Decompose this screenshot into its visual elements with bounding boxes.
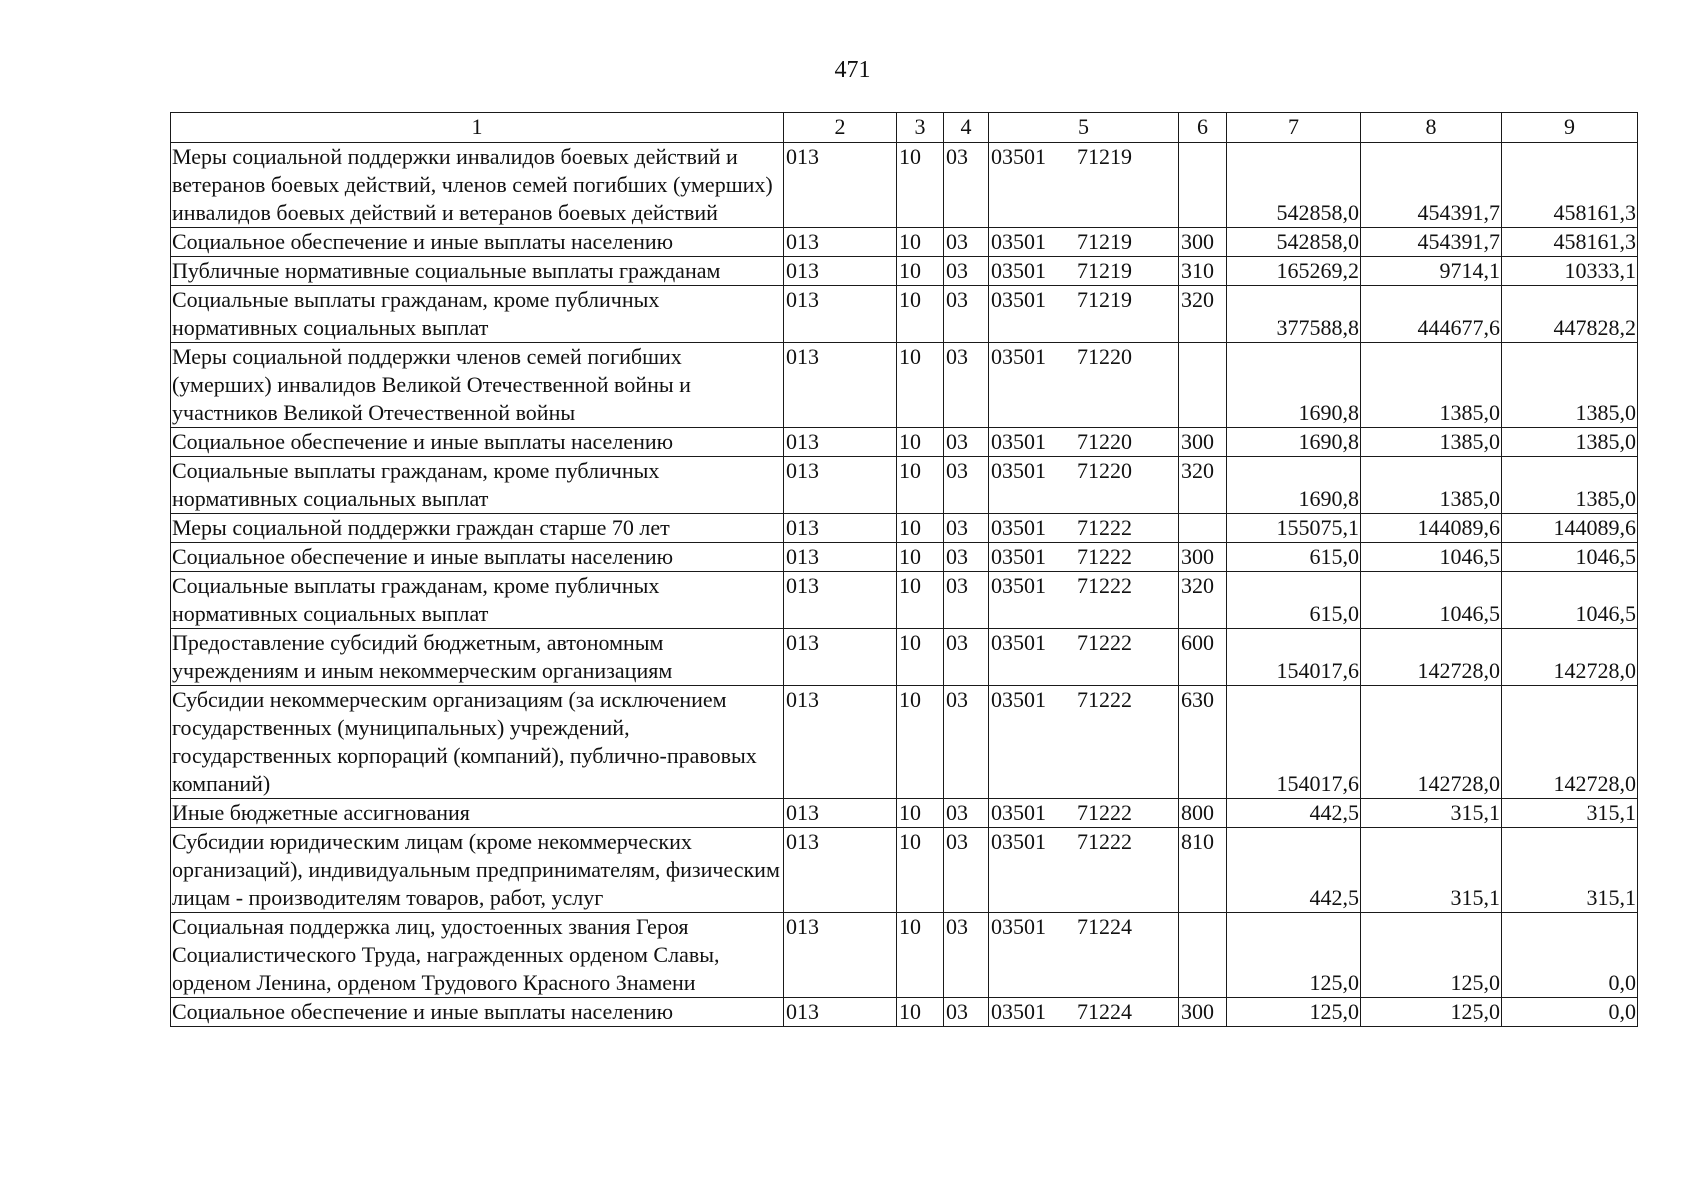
table-row [171,629,1638,686]
amount-col7-cell: 377588,8 [1227,286,1361,343]
row-name-cell: Субсидии некоммерческим организациям (за исключением государственных (муниципальных) учреждений, государственных корпораций (компаний), публично-правовых компаний) [171,686,784,799]
direction-code: 71219 [1077,144,1132,169]
ministry-code-cell: 013 [784,257,897,286]
target-article-cell [989,543,1179,572]
expense-type-cell [1179,343,1227,428]
expense-type-cell: 320 [1179,572,1227,629]
amount-col8-cell: 1385,0 [1361,343,1502,428]
ministry-code-cell: 013 [784,629,897,686]
program-code: 03501 [991,630,1046,655]
table-row [171,686,1638,799]
ministry-code-cell: 013 [784,828,897,913]
subsection-code-cell: 03 [944,629,989,686]
amount-col9-cell: 142728,0 [1502,629,1638,686]
expense-type-cell: 300 [1179,428,1227,457]
amount-col7-cell: 542858,0 [1227,143,1361,228]
section-code-cell: 10 [897,257,944,286]
row-name-cell: Социальное обеспечение и иные выплаты населению [171,428,784,457]
direction-code: 71220 [1077,429,1132,454]
amount-col8-cell: 1046,5 [1361,572,1502,629]
program-code: 03501 [991,229,1046,254]
direction-code: 71222 [1077,630,1132,655]
column-number-header-row [171,113,1638,143]
amount-col7-cell: 165269,2 [1227,257,1361,286]
amount-col7-cell: 125,0 [1227,998,1361,1027]
expense-type-cell: 300 [1179,228,1227,257]
expense-type-cell: 810 [1179,828,1227,913]
ministry-code-cell: 013 [784,143,897,228]
target-article-cell [989,998,1179,1027]
subsection-code-cell: 03 [944,998,989,1027]
expense-type-cell: 630 [1179,686,1227,799]
amount-col8-cell: 144089,6 [1361,514,1502,543]
direction-code: 71222 [1077,800,1132,825]
subsection-code-cell: 03 [944,543,989,572]
amount-col8-cell: 454391,7 [1361,228,1502,257]
budget-table [170,112,1638,1027]
target-article-cell [989,143,1179,228]
program-code: 03501 [991,573,1046,598]
target-article-cell [989,343,1179,428]
ministry-code-cell: 013 [784,343,897,428]
column-header: 6 [1179,113,1227,143]
ministry-code-cell: 013 [784,286,897,343]
column-header: 9 [1502,113,1638,143]
amount-col9-cell: 1385,0 [1502,343,1638,428]
row-name-cell: Меры социальной поддержки членов семей погибших (умерших) инвалидов Великой Отечественной войны и участников Великой Отечественной войны [171,343,784,428]
table-row [171,514,1638,543]
section-code-cell: 10 [897,913,944,998]
subsection-code-cell: 03 [944,228,989,257]
column-header: 7 [1227,113,1361,143]
section-code-cell: 10 [897,629,944,686]
row-name-cell: Социальное обеспечение и иные выплаты населению [171,998,784,1027]
program-code: 03501 [991,999,1046,1024]
subsection-code-cell: 03 [944,143,989,228]
expense-type-cell [1179,143,1227,228]
program-code: 03501 [991,429,1046,454]
amount-col8-cell: 142728,0 [1361,686,1502,799]
row-name-cell: Социальная поддержка лиц, удостоенных звания Героя Социалистического Труда, награжденных орденом Славы, орденом Ленина, орденом Трудового Красного Знамени [171,913,784,998]
amount-col7-cell: 442,5 [1227,828,1361,913]
section-code-cell: 10 [897,514,944,543]
subsection-code-cell: 03 [944,343,989,428]
row-name-cell: Социальные выплаты гражданам, кроме публичных нормативных социальных выплат [171,572,784,629]
column-header: 4 [944,113,989,143]
table-row [171,457,1638,514]
subsection-code-cell: 03 [944,913,989,998]
program-code: 03501 [991,287,1046,312]
amount-col8-cell: 315,1 [1361,828,1502,913]
direction-code: 71224 [1077,914,1132,939]
program-code: 03501 [991,687,1046,712]
target-article-cell [989,686,1179,799]
table-row [171,343,1638,428]
amount-col9-cell: 1385,0 [1502,457,1638,514]
row-name-cell: Социальные выплаты гражданам, кроме публичных нормативных социальных выплат [171,286,784,343]
section-code-cell: 10 [897,457,944,514]
expense-type-cell: 300 [1179,998,1227,1027]
page-number: 471 [834,57,871,83]
table-row [171,572,1638,629]
direction-code: 71222 [1077,687,1132,712]
amount-col8-cell: 1385,0 [1361,428,1502,457]
amount-col9-cell: 458161,3 [1502,228,1638,257]
amount-col7-cell: 615,0 [1227,543,1361,572]
subsection-code-cell: 03 [944,257,989,286]
target-article-cell [989,514,1179,543]
ministry-code-cell: 013 [784,543,897,572]
row-name-cell: Меры социальной поддержки граждан старше 70 лет [171,514,784,543]
subsection-code-cell: 03 [944,514,989,543]
section-code-cell: 10 [897,572,944,629]
subsection-code-cell: 03 [944,428,989,457]
amount-col8-cell: 9714,1 [1361,257,1502,286]
target-article-cell [989,286,1179,343]
subsection-code-cell: 03 [944,799,989,828]
column-header: 2 [784,113,897,143]
amount-col9-cell: 10333,1 [1502,257,1638,286]
table-row [171,913,1638,998]
subsection-code-cell: 03 [944,686,989,799]
target-article-cell [989,457,1179,514]
column-header: 3 [897,113,944,143]
section-code-cell: 10 [897,228,944,257]
expense-type-cell: 300 [1179,543,1227,572]
section-code-cell: 10 [897,428,944,457]
program-code: 03501 [991,344,1046,369]
table-row [171,543,1638,572]
program-code: 03501 [991,914,1046,939]
direction-code: 71220 [1077,458,1132,483]
amount-col9-cell: 1046,5 [1502,543,1638,572]
row-name-cell: Иные бюджетные ассигнования [171,799,784,828]
direction-code: 71220 [1077,344,1132,369]
table-row [171,799,1638,828]
row-name-cell: Субсидии юридическим лицам (кроме некоммерческих организаций), индивидуальным предпринимателям, физическим лицам - производителям товаров, работ, услуг [171,828,784,913]
ministry-code-cell: 013 [784,228,897,257]
direction-code: 71219 [1077,258,1132,283]
ministry-code-cell: 013 [784,514,897,543]
column-header: 5 [989,113,1179,143]
target-article-cell [989,257,1179,286]
amount-col7-cell: 154017,6 [1227,686,1361,799]
subsection-code-cell: 03 [944,457,989,514]
program-code: 03501 [991,800,1046,825]
program-code: 03501 [991,458,1046,483]
section-code-cell: 10 [897,799,944,828]
target-article-cell [989,428,1179,457]
amount-col9-cell: 458161,3 [1502,143,1638,228]
amount-col8-cell: 444677,6 [1361,286,1502,343]
column-header: 1 [171,113,784,143]
amount-col8-cell: 1385,0 [1361,457,1502,514]
program-code: 03501 [991,829,1046,854]
program-code: 03501 [991,544,1046,569]
amount-col7-cell: 1690,8 [1227,428,1361,457]
direction-code: 71224 [1077,999,1132,1024]
table-row [171,828,1638,913]
amount-col7-cell: 155075,1 [1227,514,1361,543]
direction-code: 71222 [1077,544,1132,569]
amount-col8-cell: 315,1 [1361,799,1502,828]
table-row [171,143,1638,228]
row-name-cell: Социальное обеспечение и иные выплаты населению [171,543,784,572]
table-row [171,257,1638,286]
section-code-cell: 10 [897,143,944,228]
subsection-code-cell: 03 [944,828,989,913]
row-name-cell: Предоставление субсидий бюджетным, автономным учреждениям и иным некоммерческим организациям [171,629,784,686]
direction-code: 71219 [1077,287,1132,312]
ministry-code-cell: 013 [784,998,897,1027]
subsection-code-cell: 03 [944,572,989,629]
amount-col7-cell: 615,0 [1227,572,1361,629]
ministry-code-cell: 013 [784,428,897,457]
amount-col8-cell: 125,0 [1361,998,1502,1027]
section-code-cell: 10 [897,543,944,572]
budget-table-body [171,143,1638,1027]
amount-col8-cell: 1046,5 [1361,543,1502,572]
ministry-code-cell: 013 [784,913,897,998]
section-code-cell: 10 [897,343,944,428]
table-row [171,428,1638,457]
amount-col9-cell: 315,1 [1502,799,1638,828]
amount-col9-cell: 447828,2 [1502,286,1638,343]
subsection-code-cell: 03 [944,286,989,343]
direction-code: 71222 [1077,573,1132,598]
target-article-cell [989,828,1179,913]
column-header: 8 [1361,113,1502,143]
amount-col9-cell: 1046,5 [1502,572,1638,629]
amount-col8-cell: 454391,7 [1361,143,1502,228]
ministry-code-cell: 013 [784,457,897,514]
section-code-cell: 10 [897,286,944,343]
target-article-cell [989,572,1179,629]
amount-col7-cell: 154017,6 [1227,629,1361,686]
amount-col9-cell: 144089,6 [1502,514,1638,543]
expense-type-cell: 320 [1179,457,1227,514]
expense-type-cell: 320 [1179,286,1227,343]
amount-col8-cell: 142728,0 [1361,629,1502,686]
program-code: 03501 [991,515,1046,540]
direction-code: 71219 [1077,229,1132,254]
table-row [171,998,1638,1027]
expense-type-cell: 310 [1179,257,1227,286]
amount-col9-cell: 1385,0 [1502,428,1638,457]
amount-col7-cell: 125,0 [1227,913,1361,998]
amount-col9-cell: 142728,0 [1502,686,1638,799]
amount-col7-cell: 1690,8 [1227,343,1361,428]
program-code: 03501 [991,258,1046,283]
expense-type-cell [1179,514,1227,543]
amount-col9-cell: 315,1 [1502,828,1638,913]
ministry-code-cell: 013 [784,686,897,799]
table-row [171,286,1638,343]
ministry-code-cell: 013 [784,799,897,828]
amount-col9-cell: 0,0 [1502,913,1638,998]
row-name-cell: Публичные нормативные социальные выплаты гражданам [171,257,784,286]
row-name-cell: Социальное обеспечение и иные выплаты населению [171,228,784,257]
expense-type-cell: 800 [1179,799,1227,828]
section-code-cell: 10 [897,686,944,799]
row-name-cell: Социальные выплаты гражданам, кроме публичных нормативных социальных выплат [171,457,784,514]
ministry-code-cell: 013 [784,572,897,629]
section-code-cell: 10 [897,828,944,913]
target-article-cell [989,913,1179,998]
target-article-cell [989,629,1179,686]
amount-col7-cell: 542858,0 [1227,228,1361,257]
expense-type-cell [1179,913,1227,998]
amount-col7-cell: 442,5 [1227,799,1361,828]
expense-type-cell: 600 [1179,629,1227,686]
direction-code: 71222 [1077,829,1132,854]
amount-col8-cell: 125,0 [1361,913,1502,998]
table-row [171,228,1638,257]
direction-code: 71222 [1077,515,1132,540]
target-article-cell [989,228,1179,257]
program-code: 03501 [991,144,1046,169]
section-code-cell: 10 [897,998,944,1027]
amount-col7-cell: 1690,8 [1227,457,1361,514]
row-name-cell: Меры социальной поддержки инвалидов боевых действий и ветеранов боевых действий, членов семей погибших (умерших) инвалидов боевых действий и ветеранов боевых действий [171,143,784,228]
amount-col9-cell: 0,0 [1502,998,1638,1027]
target-article-cell [989,799,1179,828]
